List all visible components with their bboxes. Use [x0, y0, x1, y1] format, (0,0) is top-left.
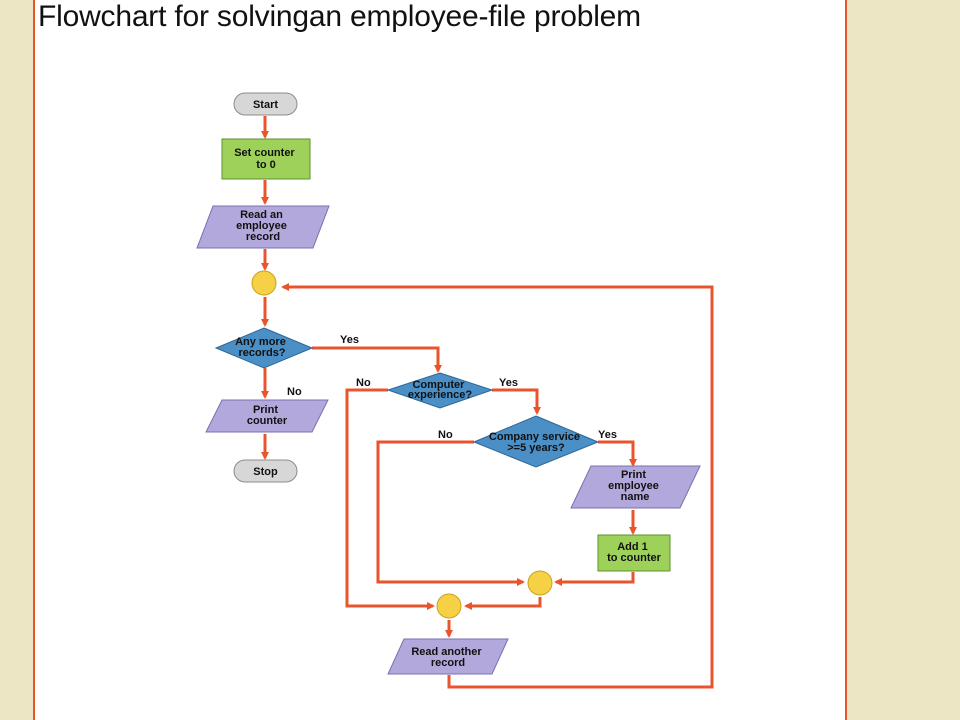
edge-anymore-yes [312, 348, 438, 371]
read-record-line-1: Read an [240, 209, 283, 221]
set-counter-process [222, 139, 310, 179]
inner-junction-connector [528, 571, 552, 595]
any-more-records-label [235, 336, 289, 359]
print-name-line-2: employee [608, 480, 659, 492]
edge-service-no [378, 442, 523, 582]
print-employee-name-io [571, 466, 700, 508]
read-record-io [197, 206, 329, 248]
add-one-line-2: to counter [607, 552, 661, 564]
read-another-line-2: record [430, 657, 466, 669]
loop-junction-connector [252, 271, 276, 295]
read-record-line-3: record [245, 231, 281, 243]
set-counter-line-2: to 0 [256, 159, 276, 171]
start-label: Start [252, 99, 279, 111]
print-name-line-1: Print [620, 469, 646, 481]
company-service-line-2: >=5 years? [507, 442, 565, 454]
add-one-line-1: Add 1 [617, 541, 648, 553]
read-another-record-io [388, 639, 508, 674]
any-more-yes-label: Yes [340, 334, 359, 346]
start-terminal [234, 93, 297, 115]
read-record-line-2: employee [236, 220, 287, 232]
read-another-line-1: Read another [411, 646, 482, 658]
computer-experience-label [408, 379, 472, 401]
computer-exp-line-2: experience? [407, 389, 473, 401]
computer-yes-label: Yes [499, 377, 518, 389]
print-counter-io [206, 400, 328, 432]
edge-computer-yes [492, 390, 537, 413]
stop-terminal [234, 460, 297, 482]
service-yes-label: Yes [598, 429, 617, 441]
add-one-process [598, 535, 670, 571]
company-service-decision [474, 416, 598, 467]
any-more-line-2: records? [238, 347, 286, 359]
any-more-records-decision [216, 328, 312, 368]
computer-experience-decision [388, 373, 492, 408]
any-more-no-label: No [287, 386, 302, 398]
computer-exp-line-1: Computer [412, 379, 465, 391]
company-service-line-1: Company service [488, 431, 581, 443]
edge-add-to-junction [556, 572, 633, 582]
edge-junction-to-junction [466, 597, 540, 606]
print-counter-line-2: counter [246, 415, 288, 427]
set-counter-line-1: Set counter [234, 147, 295, 159]
service-no-label: No [438, 429, 453, 441]
edge-service-yes [598, 442, 633, 465]
computer-no-label: No [356, 377, 371, 389]
outer-junction-connector [437, 594, 461, 618]
page-title: Flowchart for solvingan employee-file problem [38, 0, 641, 33]
print-name-line-3: name [620, 491, 650, 503]
any-more-line-1: Any more [235, 336, 286, 348]
print-counter-line-1: Print [252, 404, 278, 416]
edge-computer-no [347, 390, 433, 606]
stop-label: Stop [253, 466, 278, 478]
